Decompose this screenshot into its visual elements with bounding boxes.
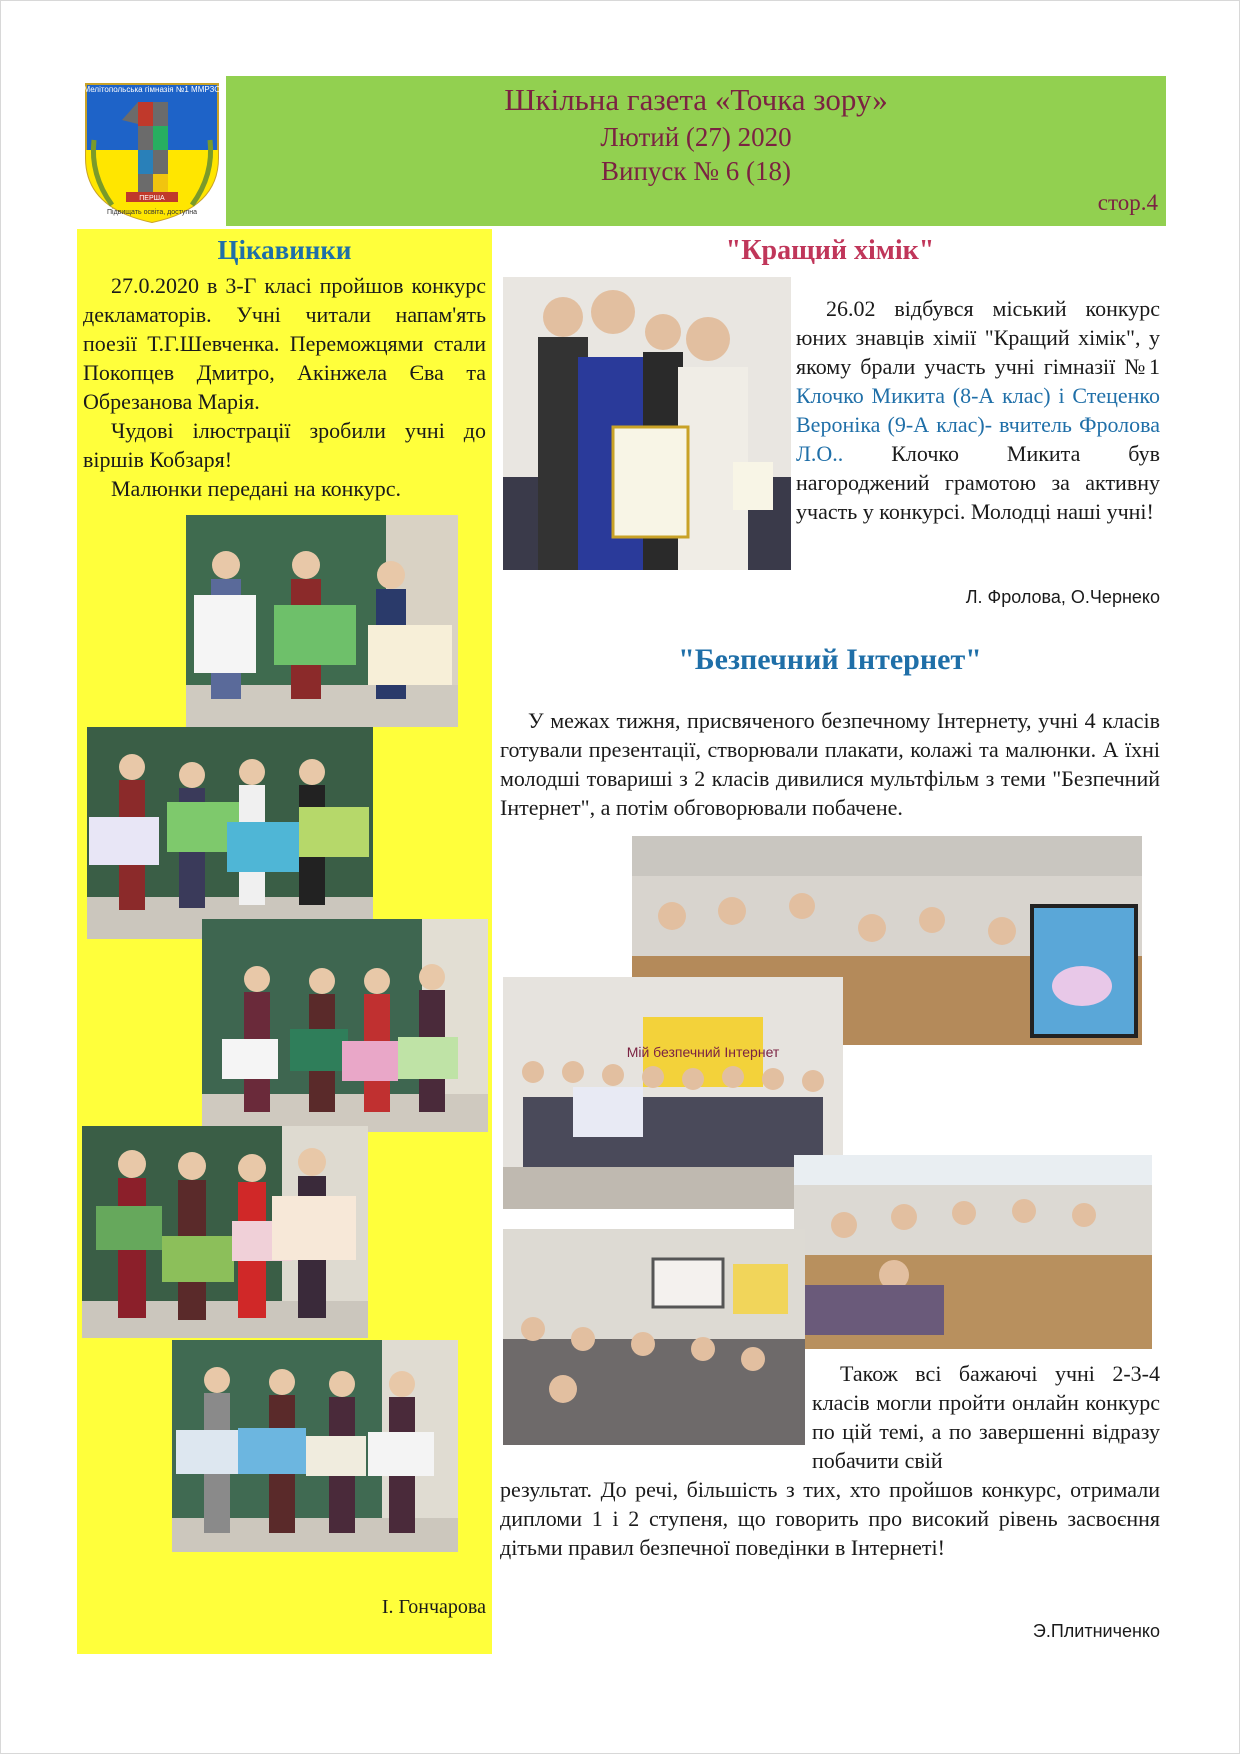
photo-students-drawings-3 [202, 919, 488, 1132]
logo-top-text: Мелітопольська гімназія №1 ММРЗО [83, 85, 221, 94]
issue-number: Випуск № 6 (18) [600, 156, 791, 186]
net-paragraph-2: Також всі бажаючі учні 2-3-4 класів могли пройти онлайн конкурс по цій темі, а по завершенні відразу побачити свій [812, 1361, 1160, 1473]
issue-date: Лютий (27) 2020 [600, 122, 792, 152]
left-article-author: І. Гончарова [381, 1596, 486, 1618]
chem-article-author: Л. Фролова, О.Чернеко [965, 587, 1160, 607]
logo-bottom-text: Підвищать освіта, доступна [107, 209, 197, 216]
photo-students-drawings-4 [82, 1126, 368, 1338]
chem-text-after: Клочко Микита був нагороджений грамотою за активну участь у конкурсі. Молодці наші учні! [796, 441, 1160, 524]
poster-text: Мій безпечний Інтернет [626, 1044, 780, 1060]
logo-ribbon-text: ПЕРША [139, 195, 165, 202]
net-article-author: Э.Плитниченко [1032, 1621, 1160, 1641]
photo-computer-class [794, 1155, 1152, 1349]
photo-students-drawings-2 [87, 727, 373, 939]
net-paragraph-1: У межах тижня, присвяченого безпечному Інтернету, учні 4 класів готували презентації, створювали плакати, колажі та малюнки. А їхні молодші товариші з 2 класів дивилися мультфільм з теми "Безпечний Інтернет", а потім обговорювали побачене. [500, 708, 1160, 820]
header-band [226, 76, 1166, 226]
net-article-text-2 [812, 1359, 1160, 1475]
photo-poster-group [503, 977, 843, 1209]
net-article-text [500, 706, 1160, 822]
left-article-text [83, 271, 486, 503]
left-paragraph: Малюнки передані на конкурс. [111, 476, 402, 501]
photo-chemistry-winners [503, 277, 791, 570]
page-number: стор.4 [1097, 190, 1158, 215]
school-logo [82, 80, 222, 225]
left-paragraph: 27.0.2020 в 3-Г класі пройшов конкурс декламаторів. Учні читали напам'ять поезії Т.Г.Шевченка. Переможцями стали Покопцев Дмитро, Акінжела Єва та Обрезанова Марія. [83, 273, 486, 414]
left-article-title: Цікавинки [217, 235, 352, 265]
net-article-text-3: результат. До речі, більшість з тих, хто пройшов конкурс, отримали дипломи 1 і 2 ступеня, що говорить про високий рівень засвоєння дітьми правил безпечної поведінки в Інтернеті! [500, 1477, 1160, 1560]
photo-presentation-class [503, 1229, 805, 1445]
chem-article-title: "Кращий хімік" [725, 235, 935, 266]
photo-students-drawings-1 [186, 515, 458, 727]
left-paragraph: Чудові ілюстрації зробили учні до віршів Кобзаря! [83, 418, 486, 472]
chem-text-before: 26.02 відбувся міський конкурс юних знавців хімії "Кращий хімік", у якому брали участь учні гімназії №1 [796, 296, 1160, 379]
photo-students-drawings-5 [172, 1340, 458, 1552]
chem-article-text [796, 294, 1160, 526]
net-article-title: "Безпечний Інтернет" [678, 643, 982, 676]
newspaper-title: Шкільна газета «Точка зору» [504, 82, 888, 117]
chem-text-highlight: Клочко Микита (8-А клас) і Стеценко Вероніка (9-А клас)- вчитель Фролова Л.О.. [796, 383, 1160, 466]
